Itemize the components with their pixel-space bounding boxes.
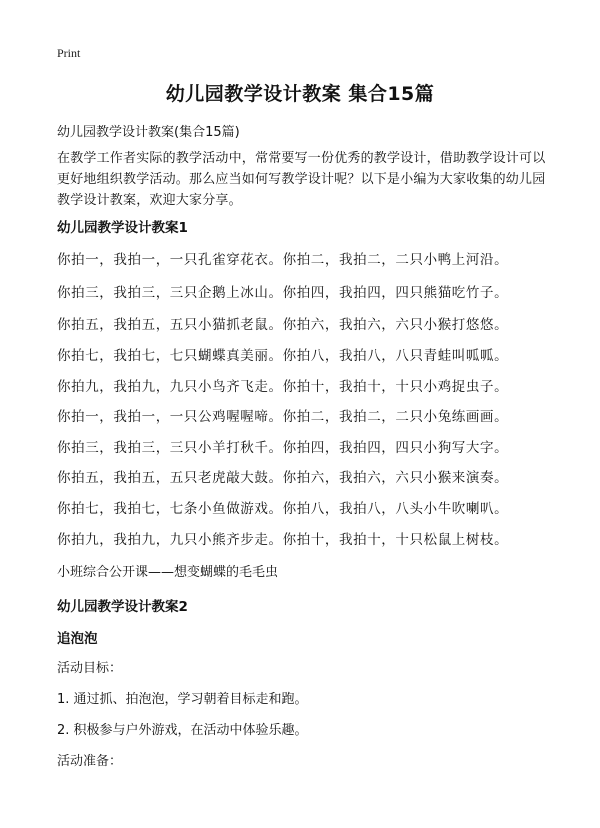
goals-label: 活动目标： — [57, 661, 123, 676]
print-link[interactable]: Print — [57, 46, 81, 60]
section-1-footer: 小班综合公开课——想变蝴蝶的毛毛虫 — [57, 565, 279, 580]
chant-line: 你拍七，我拍七，七只蝴蝶真美丽。你拍八，我拍八，八只青蛙叫呱呱。 — [57, 348, 509, 364]
section-2-subheading: 追泡泡 — [57, 631, 98, 647]
chant-line: 你拍五，我拍五，五只老虎敲大鼓。你拍六，我拍六，六只小猴来演奏。 — [57, 470, 509, 486]
goal-item: 1. 通过抓、拍泡泡，学习朝着目标走和跑。 — [57, 692, 308, 707]
chant-line: 你拍九，我拍九，九只小熊齐步走。你拍十，我拍十，十只松鼠上树枝。 — [57, 532, 509, 548]
chant-line: 你拍一，我拍一，一只孔雀穿花衣。你拍二，我拍二，二只小鸭上河沿。 — [57, 252, 509, 268]
chant-line: 你拍三，我拍三，三只企鹅上冰山。你拍四，我拍四，四只熊猫吃竹子。 — [57, 285, 509, 301]
goal-item: 2. 积极参与户外游戏，在活动中体验乐趣。 — [57, 723, 308, 738]
intro-paragraph: 在教学工作者实际的教学活动中，常常要写一份优秀的教学设计，借助教学设计可以更好地组织教学活动。那么应当如何写教学设计呢？以下是小编为大家收集的幼儿园教学设计教案，欢迎大家分享。 — [57, 151, 546, 208]
chant-line: 你拍九，我拍九，九只小鸟齐飞走。你拍十，我拍十，十只小鸡捉虫子。 — [57, 379, 509, 395]
section-1-heading: 幼儿园教学设计教案1 — [57, 220, 188, 236]
chant-line: 你拍一，我拍一，一只公鸡喔喔啼。你拍二，我拍二，二只小兔练画画。 — [57, 409, 509, 425]
page-title: 幼儿园教学设计教案 集合15篇 — [165, 83, 435, 105]
chant-line: 你拍三，我拍三，三只小羊打秋千。你拍四，我拍四，四只小狗写大字。 — [57, 440, 509, 456]
document-subtitle: 幼儿园教学设计教案(集合15篇) — [57, 125, 240, 140]
prep-label: 活动准备： — [57, 754, 123, 769]
chant-line: 你拍五，我拍五，五只小猫抓老鼠。你拍六，我拍六，六只小猴打悠悠。 — [57, 317, 509, 333]
chant-line: 你拍七，我拍七，七条小鱼做游戏。你拍八，我拍八，八头小牛吹喇叭。 — [57, 501, 509, 517]
section-2-heading: 幼儿园教学设计教案2 — [57, 599, 188, 615]
